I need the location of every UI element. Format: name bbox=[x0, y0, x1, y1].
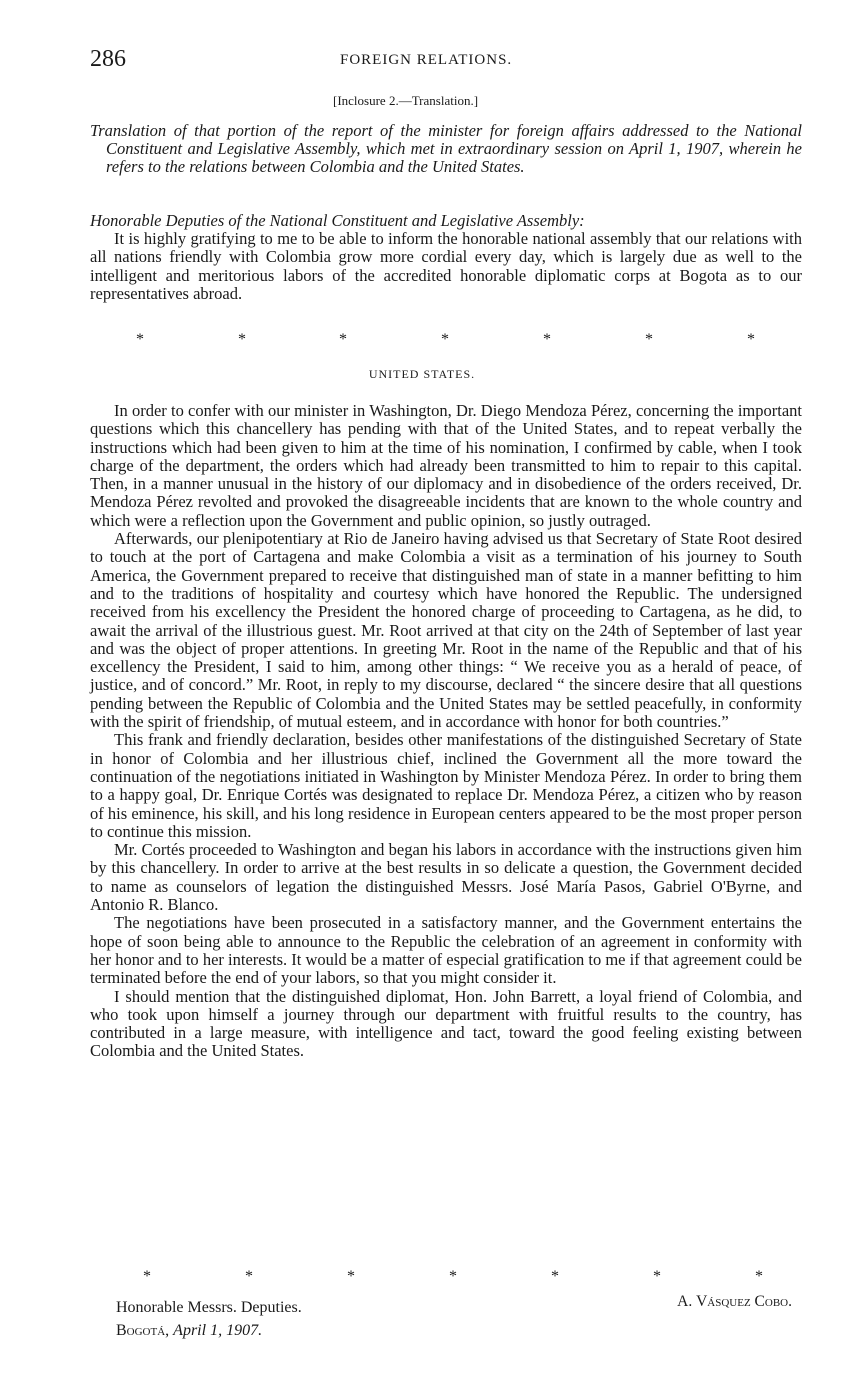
closing-block bbox=[116, 1296, 302, 1342]
place-date-line bbox=[116, 1319, 302, 1342]
ellipsis-stars-1 bbox=[0, 331, 844, 351]
star: * bbox=[755, 1268, 763, 1285]
signature-initial: A. bbox=[677, 1293, 693, 1310]
inclosure-note: [Inclosure 2.—Translation.] bbox=[333, 93, 479, 108]
star: * bbox=[441, 331, 449, 348]
star: * bbox=[143, 1268, 151, 1285]
opening-paragraph-block bbox=[90, 230, 802, 303]
main-paragraphs bbox=[90, 402, 802, 1061]
closing-date: April 1, 1907. bbox=[173, 1322, 263, 1339]
intro-caption bbox=[90, 122, 802, 176]
ellipsis-stars-2 bbox=[0, 1268, 844, 1288]
star: * bbox=[136, 331, 144, 348]
star: * bbox=[747, 331, 755, 348]
section-heading: UNITED STATES. bbox=[368, 367, 476, 381]
salutation: Honorable Deputies of the National Constituent and Legislative Assembly: bbox=[90, 211, 585, 230]
paragraph: I should mention that the distinguished diplomat, Hon. John Barrett, a loyal friend of Colombia, and who took upon himself a journey through our department with fruitful results to the country, has contributed in a large measure, with intelligence and tact, toward the good feeling existing between Colombia and the United States. bbox=[90, 986, 802, 1061]
paragraph-opening: It is highly gratifying to me to be able to inform the honorable national assembly that our relations with all nations friendly with Colombia grow more cordial every day, which is largely due as well to the intelligent and meritorious labors of the accredited honorable diplomatic corps at Bogota as to our representatives abroad. bbox=[90, 229, 802, 303]
star: * bbox=[449, 1268, 457, 1285]
intro-text: Translation of that portion of the report of the minister for foreign affairs addressed to the National Constituent and Legislative Assembly, which met in extraordinary session on April 1, 1907, wherein he refers to the relations between Colombia and the United States. bbox=[90, 121, 802, 176]
paragraph: The negotiations have been prosecuted in a satisfactory manner, and the Government entertains the hope of soon being able to announce to the Republic the celebration of an agreement in conformity with her honor and to her interests. It would be a matter of especial gratification to me if that agreement could be terminated before the end of your labors, so that you might consider it. bbox=[90, 913, 802, 988]
signature-name: Vásquez Cobo. bbox=[696, 1293, 792, 1310]
paragraph: Afterwards, our plenipotentiary at Rio de Janeiro having advised us that Secretary of State Root desired to touch at the port of Cartagena and make Colombia a visit as a termination of his journey to South America, the Government prepared to receive that distinguished man of state in a manner befitting to him and to the traditions of hospitality and courtesy which have honored the Republic. The undersigned received from his excellency the President the honored charge of proceeding to Cartagena, as he did, to await the arrival of the illustrious guest. Mr. Root arrived at that city on the 24th of September of last year and was the object of proper attentions. In greeting Mr. Root in the name of the Republic and that of his excellency the President, I said to him, among other things: “ We receive you as a herald of peace, of justice, and of concord.” Mr. Root, in reply to my discourse, declared “ the sincere desire that all questions pending between the Republic of Colombia and the United States may be settled peacefully, in conformity with the spirit of friendship, of mutual esteem, and in accordance with honor for both countries.” bbox=[90, 529, 802, 732]
paragraph: Mr. Cortés proceeded to Washington and began his labors in accordance with the instructions given him by this chancellery. In order to arrive at the best results in so delicate a question, the Government decided to name as counselors of legation the distinguished Messrs. José María Pasos, Gabriel O'Byrne, and Antonio R. Blanco. bbox=[90, 840, 802, 915]
star: * bbox=[245, 1268, 253, 1285]
star: * bbox=[339, 331, 347, 348]
star: * bbox=[645, 331, 653, 348]
running-head: FOREIGN RELATIONS. bbox=[340, 52, 513, 68]
star: * bbox=[347, 1268, 355, 1285]
paragraph: In order to confer with our minister in Washington, Dr. Diego Mendoza Pérez, concerning the important questions which this chancellery has pending with that of the United States, and to repeat verbally the instructions which had been given to him at the time of his nomination, I confirmed by cable, when I took charge of the department, the orders which had already been transmitted to him to repair to this capital. Then, in a manner unusual in the history of our diplomacy and in disobedience of the orders received, Dr. Mendoza Pérez revolted and provoked the disagreeable incidents that are known to the whole country and which were a reflection upon the Government and public opinion, so justly outraged. bbox=[90, 401, 802, 530]
star: * bbox=[653, 1268, 661, 1285]
star: * bbox=[543, 331, 551, 348]
closing-place: Bogotá, bbox=[116, 1322, 170, 1339]
closing-addressee: Honorable Messrs. Deputies. bbox=[116, 1299, 302, 1316]
signature bbox=[677, 1293, 792, 1311]
star: * bbox=[551, 1268, 559, 1285]
page-header bbox=[90, 46, 804, 76]
paragraph: This frank and friendly declaration, besides other manifestations of the distinguished Secretary of State in honor of Colombia and her illustrious chief, inclined the Government all the more toward the continuation of the negotiations initiated in Washington by Minister Mendoza Pérez. In order to bring them to a happy goal, Dr. Enrique Cortés was designated to replace Dr. Mendoza Pérez, a citizen who by reason of his eminence, his skill, and his long residence in European centers appeared to be the most proper person to continue this mission. bbox=[90, 730, 802, 841]
star: * bbox=[238, 331, 246, 348]
page-number: 286 bbox=[90, 46, 126, 72]
